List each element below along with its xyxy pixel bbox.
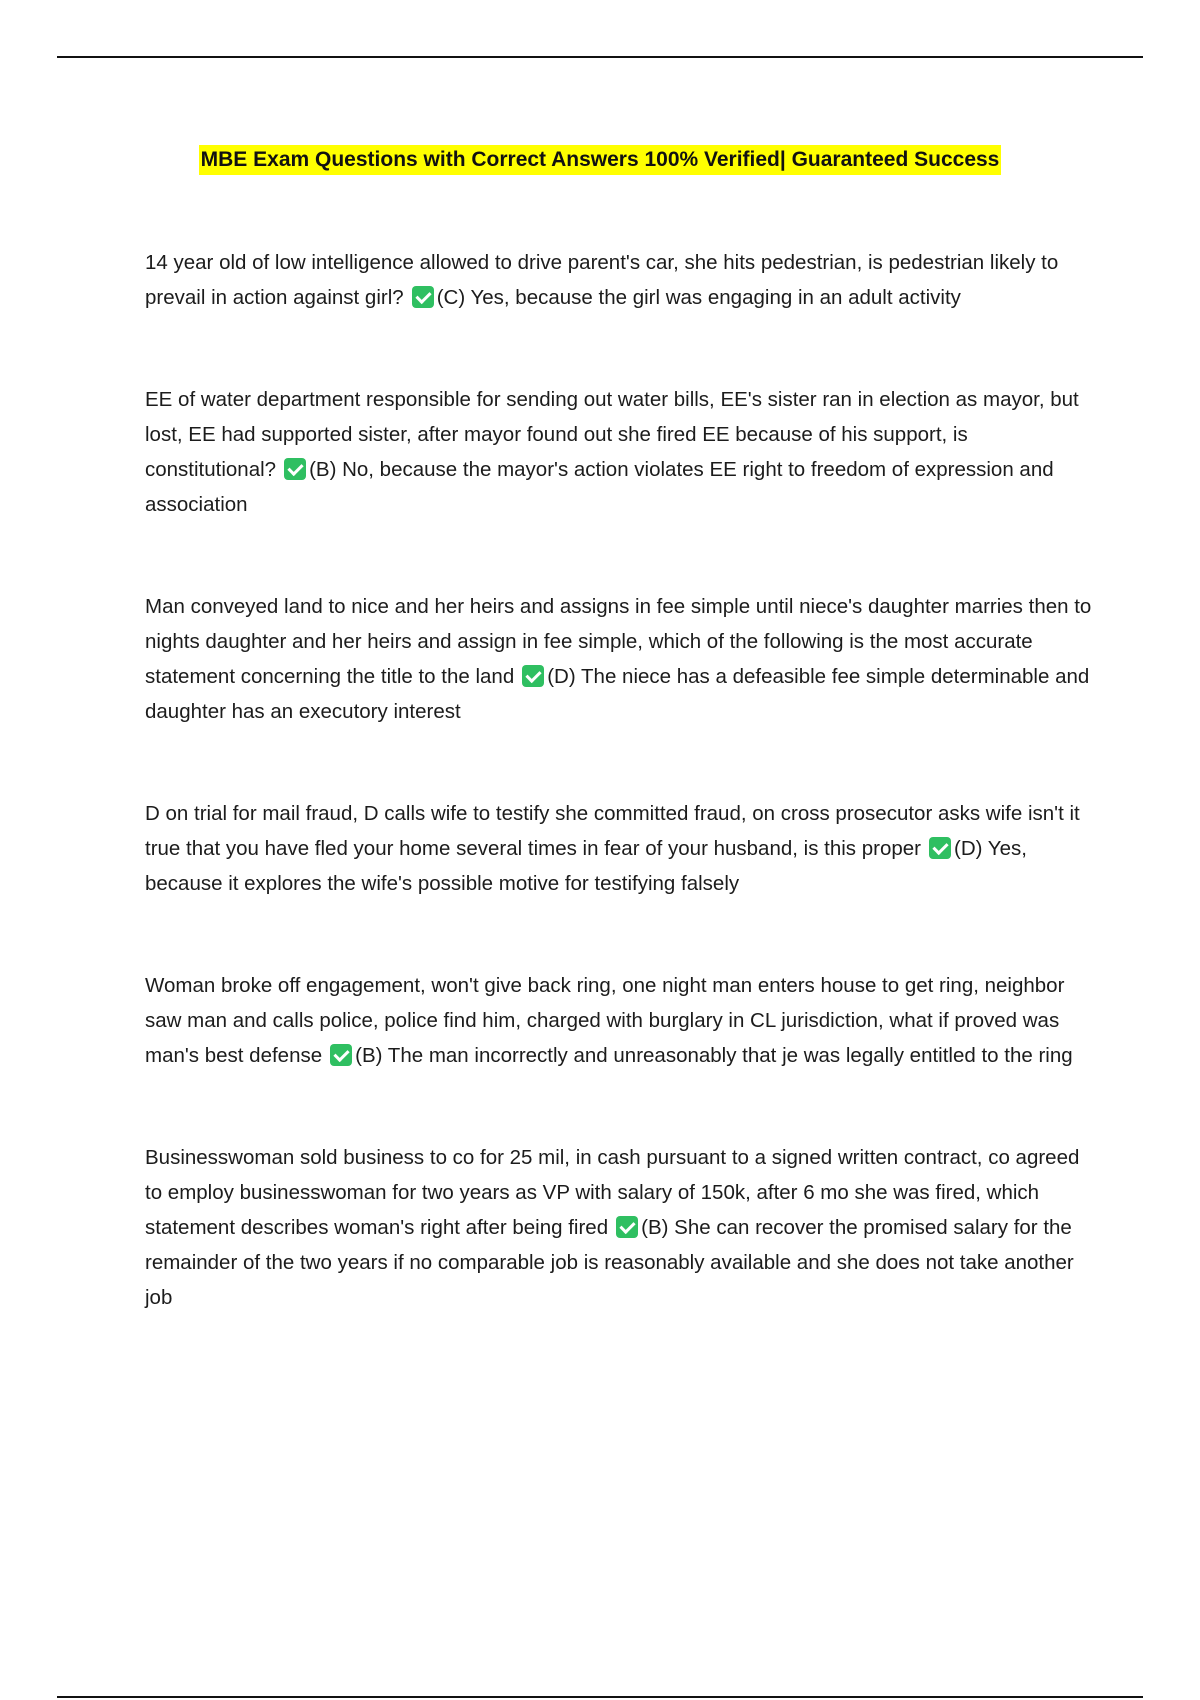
bottom-divider (57, 1696, 1143, 1698)
qa-item (145, 968, 1100, 1073)
title-container (0, 145, 1200, 175)
check-mark-icon (616, 1216, 638, 1238)
qa-list (145, 245, 1100, 1382)
question-text: Woman broke off engagement, won't give back ring, one night man enters house to get ring, neighbor saw man and calls police, police find him, charged with burglary in CL jurisdiction, what if proved was man's best defense (145, 974, 1065, 1067)
answer-text: (D) The niece has a defeasible fee simple determinable and daughter has an executory interest (145, 665, 1090, 723)
qa-item (145, 796, 1100, 901)
check-mark-icon (929, 837, 951, 859)
answer-text: (B) The man incorrectly and unreasonably that je was legally entitled to the ring (355, 1044, 1073, 1067)
qa-item (145, 1140, 1100, 1315)
answer-text: (B) No, because the mayor's action violates EE right to freedom of expression and association (145, 458, 1054, 516)
question-text: EE of water department responsible for sending out water bills, EE's sister ran in election as mayor, but lost, EE had supported sister, after mayor found out she fired EE because of his support, is constitutional? (145, 388, 1079, 481)
answer-text: (C) Yes, because the girl was engaging in an adult activity (436, 286, 961, 309)
check-mark-icon (522, 665, 544, 687)
answer-text: (B) She can recover the promised salary for the remainder of the two years if no comparable job is reasonably available and she does not take another job (145, 1216, 1074, 1309)
qa-item (145, 382, 1100, 522)
question-text: Man conveyed land to nice and her heirs and assigns in fee simple until niece's daughter marries then to nights daughter and her heirs and assign in fee simple, which of the following is the most accurate statement concerning the title to the land (145, 595, 1092, 688)
check-mark-icon (330, 1044, 352, 1066)
page-title: MBE Exam Questions with Correct Answers 100% Verified| Guaranteed Success (199, 145, 1002, 175)
qa-item (145, 589, 1100, 729)
check-mark-icon (412, 286, 434, 308)
qa-item (145, 245, 1100, 315)
question-text: D on trial for mail fraud, D calls wife to testify she committed fraud, on cross prosecutor asks wife isn't it true that you have fled your home several times in fear of your husband, is this proper (145, 802, 1080, 860)
question-text: 14 year old of low intelligence allowed to drive parent's car, she hits pedestrian, is pedestrian likely to prevail in action against girl? (145, 251, 1059, 309)
top-divider (57, 56, 1143, 58)
check-mark-icon (284, 458, 306, 480)
question-text: Businesswoman sold business to co for 25 mil, in cash pursuant to a signed written contract, co agreed to employ businesswoman for two years as VP with salary of 150k, after 6 mo she was fired, which statement describes woman's right after being fired (145, 1146, 1080, 1239)
answer-text: (D) Yes, because it explores the wife's possible motive for testifying falsely (145, 837, 1027, 895)
